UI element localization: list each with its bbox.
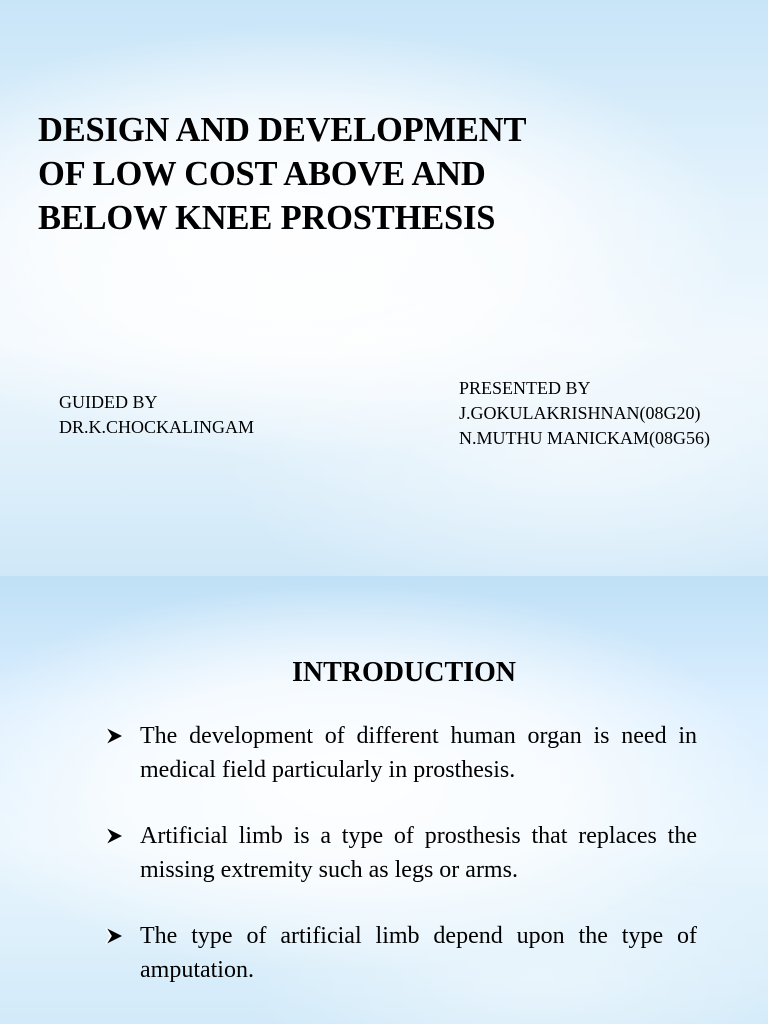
guided-by-block <box>59 390 254 440</box>
bullet-text: Artificial limb is a type of prosthesis that replaces the missing extremity such as legs or arms. <box>140 823 697 883</box>
presented-by-block <box>459 376 710 451</box>
bullet-item <box>140 919 697 987</box>
arrow-bullet-icon <box>104 927 124 945</box>
bullet-item <box>140 819 697 887</box>
title-line: BELOW KNEE PROSTHESIS <box>38 199 496 237</box>
guide-name: DR.K.CHOCKALINGAM <box>59 417 255 437</box>
presenter-name: J.GOKULAKRISHNAN(08G20) <box>459 403 701 423</box>
presentation-title <box>38 108 638 240</box>
presenter-name: N.MUTHU MANICKAM(08G56) <box>459 428 710 448</box>
title-line: DESIGN AND DEVELOPMENT <box>38 111 527 149</box>
guided-by-label: GUIDED BY <box>59 392 158 412</box>
arrow-bullet-icon <box>104 827 124 845</box>
title-line: OF LOW COST ABOVE AND <box>38 155 486 193</box>
bullet-text: The type of artificial limb depend upon the type of amputation. <box>140 923 697 983</box>
bullet-item <box>140 719 697 787</box>
presented-by-label: PRESENTED BY <box>459 378 591 398</box>
introduction-slide <box>0 576 768 1024</box>
bullet-text: The development of different human organ is need in medical field particularly in prosthesis. <box>140 723 697 783</box>
bullet-list <box>140 719 697 1019</box>
arrow-bullet-icon <box>104 727 124 745</box>
slide-heading: INTRODUCTION <box>291 657 517 688</box>
